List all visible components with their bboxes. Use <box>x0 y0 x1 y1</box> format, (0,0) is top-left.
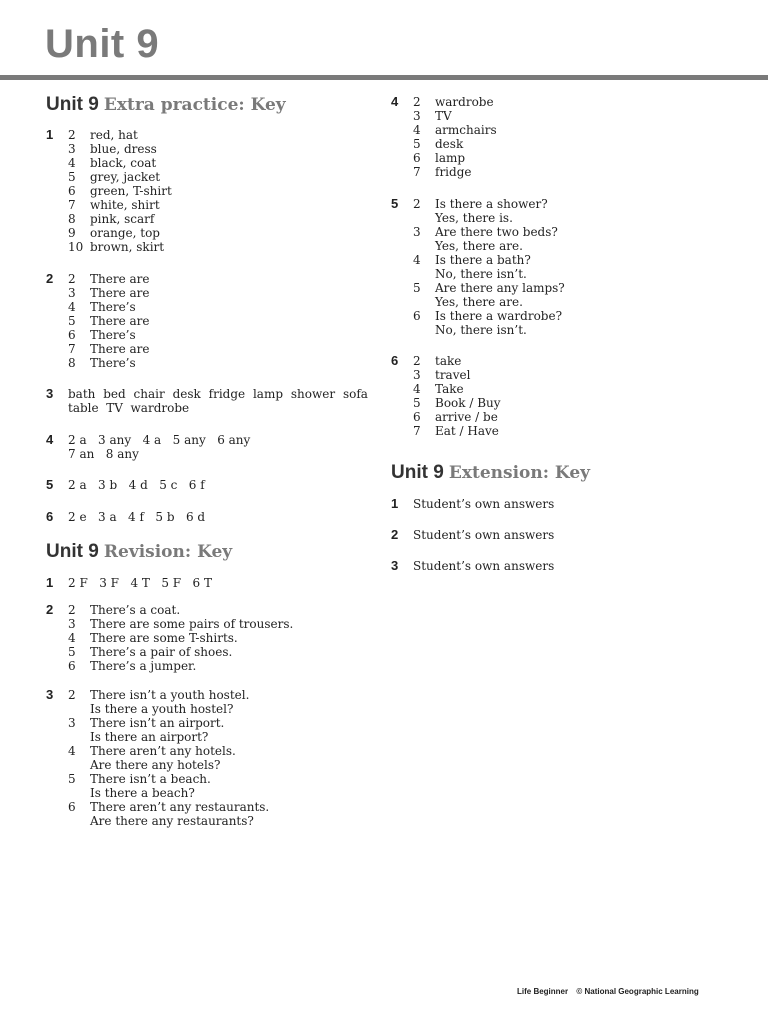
answer-row <box>68 758 368 772</box>
word: bed <box>103 387 126 401</box>
item-answer: travel <box>435 368 471 382</box>
word: lamp <box>252 387 284 401</box>
book-title: Life Beginner <box>517 987 569 996</box>
item-number: 4 <box>413 382 421 396</box>
item-number: 4 <box>68 300 76 314</box>
word: bath <box>68 387 96 401</box>
item-number: 3 <box>413 225 421 239</box>
item-answer: Is there a bath? <box>435 253 531 267</box>
answer-line: 2 a 3 b 4 d 5 c 6 f <box>68 478 205 492</box>
answer-row <box>413 295 721 309</box>
answer-row <box>413 323 721 337</box>
item-number: 3 <box>68 716 76 730</box>
item-number: 2 <box>68 603 76 617</box>
item-number: 9 <box>68 226 76 240</box>
item-answer: Yes, there are. <box>435 239 523 253</box>
item-number: 2 <box>413 95 421 109</box>
answer-row <box>413 165 721 179</box>
answer-row <box>68 730 368 744</box>
answer-row <box>413 267 721 281</box>
answer-line: Student’s own answers <box>413 528 555 542</box>
answer-row <box>413 382 721 396</box>
item-answer: Yes, there are. <box>435 295 523 309</box>
item-number: 4 <box>68 156 76 170</box>
item-answer: There’s <box>90 300 136 314</box>
item-number: 7 <box>413 165 421 179</box>
answer-row <box>68 786 368 800</box>
item-number: 6 <box>413 309 421 323</box>
item-answer: take <box>435 354 462 368</box>
answer-block <box>68 510 368 524</box>
answer-block <box>68 478 368 492</box>
answer-row <box>68 814 368 828</box>
answer-list <box>413 95 721 179</box>
answer-row <box>413 137 721 151</box>
item-answer: There are <box>90 342 150 356</box>
answer-row <box>68 272 368 286</box>
answer-block <box>68 387 368 415</box>
answer-row <box>68 184 368 198</box>
answer-row <box>68 198 368 212</box>
answer-list <box>413 354 721 438</box>
item-answer: There’s a pair of shoes. <box>90 645 233 659</box>
item-answer: white, shirt <box>90 198 160 212</box>
item-number: 5 <box>68 314 76 328</box>
item-answer: grey, jacket <box>90 170 161 184</box>
answer-line: 2 e 3 a 4 f 5 b 6 d <box>68 510 206 524</box>
heading-key: Extension: Key <box>448 463 591 483</box>
item-number: 5 <box>413 396 421 410</box>
item-answer: orange, top <box>90 226 160 240</box>
word: chair <box>133 387 165 401</box>
item-answer: No, there isn’t. <box>435 323 527 337</box>
item-answer: There are <box>90 314 150 328</box>
exercise-number: 4 <box>46 432 54 447</box>
item-number: 6 <box>413 151 421 165</box>
revision-heading <box>46 541 232 563</box>
extra-practice-heading <box>46 94 286 116</box>
footer <box>517 987 699 996</box>
item-answer: Eat / Have <box>435 424 499 438</box>
answer-row <box>68 659 368 673</box>
answer-row <box>413 396 721 410</box>
answer-line: Student’s own answers <box>413 559 555 573</box>
exercise-number: 2 <box>46 602 54 617</box>
exercise-number: 6 <box>46 509 54 524</box>
answer-line: 7 an 8 any <box>68 447 139 461</box>
answer-row <box>413 281 721 295</box>
answer-row <box>68 356 368 370</box>
item-number: 6 <box>68 184 76 198</box>
item-answer: Is there a shower? <box>435 197 548 211</box>
answer-row <box>68 702 368 716</box>
item-answer: There’s <box>90 328 136 342</box>
answer-row <box>68 800 368 814</box>
answer-row <box>413 197 721 211</box>
item-answer: Are there any restaurants? <box>90 814 254 828</box>
answer-row <box>413 123 721 137</box>
word: shower <box>290 387 336 401</box>
item-answer: armchairs <box>435 123 497 137</box>
exercise-number: 2 <box>46 271 54 286</box>
exercise-number: 3 <box>391 558 399 573</box>
item-number: 6 <box>68 659 76 673</box>
item-number: 4 <box>413 253 421 267</box>
item-answer: Are there any lamps? <box>435 281 565 295</box>
answer-row <box>413 410 721 424</box>
item-answer: There’s <box>90 356 136 370</box>
item-answer: black, coat <box>90 156 157 170</box>
answer-row <box>68 772 368 786</box>
answer-row <box>413 368 721 382</box>
page-title: Unit 9 <box>45 22 160 66</box>
item-number: 7 <box>413 424 421 438</box>
item-answer: TV <box>435 109 452 123</box>
heading-key: Revision: Key <box>103 542 233 562</box>
answer-row <box>68 744 368 758</box>
item-number: 2 <box>68 272 76 286</box>
item-answer: Take <box>435 382 464 396</box>
word: desk <box>172 387 201 401</box>
item-answer: Is there a wardrobe? <box>435 309 563 323</box>
answer-row <box>68 170 368 184</box>
answer-row <box>413 109 721 123</box>
answer-row <box>68 688 368 702</box>
copyright: © National Geographic Learning <box>576 987 699 996</box>
item-answer: blue, dress <box>90 142 157 156</box>
exercise-number: 1 <box>46 575 54 590</box>
item-number: 10 <box>68 240 84 254</box>
heading-key: Extra practice: Key <box>103 95 286 115</box>
exercise-number: 5 <box>391 196 399 211</box>
word: fridge <box>208 387 246 401</box>
item-answer: Yes, there is. <box>435 211 513 225</box>
item-answer: brown, skirt <box>90 240 165 254</box>
answer-row <box>68 342 368 356</box>
answer-list <box>413 197 721 337</box>
item-number: 8 <box>68 212 76 226</box>
answer-row <box>68 328 368 342</box>
item-answer: There are <box>90 272 150 286</box>
answer-row <box>413 424 721 438</box>
item-number: 3 <box>68 142 76 156</box>
item-answer: There isn’t a beach. <box>90 772 211 786</box>
item-answer: Book / Buy <box>435 396 501 410</box>
answer-row <box>413 253 721 267</box>
item-number: 5 <box>68 772 76 786</box>
answer-row <box>413 95 721 109</box>
item-number: 4 <box>68 744 76 758</box>
answer-line: 2 a 3 any 4 a 5 any 6 any <box>68 433 251 447</box>
answer-row <box>68 240 368 254</box>
exercise-number: 1 <box>46 127 54 142</box>
item-answer: red, hat <box>90 128 138 142</box>
item-number: 5 <box>68 645 76 659</box>
item-answer: There’s a jumper. <box>90 659 197 673</box>
answer-line: 2 F 3 F 4 T 5 F 6 T <box>68 576 213 590</box>
item-number: 2 <box>413 197 421 211</box>
exercise-number: 1 <box>391 496 399 511</box>
answer-row <box>413 309 721 323</box>
item-answer: There aren’t any hotels. <box>90 744 236 758</box>
answer-row <box>68 286 368 300</box>
answer-row <box>413 354 721 368</box>
answer-row <box>413 211 721 225</box>
item-answer: wardrobe <box>435 95 494 109</box>
item-answer: There are some T-shirts. <box>90 631 238 645</box>
item-answer: fridge <box>435 165 472 179</box>
item-answer: There isn’t an airport. <box>90 716 225 730</box>
item-number: 6 <box>68 328 76 342</box>
item-number: 3 <box>413 109 421 123</box>
item-number: 7 <box>68 198 76 212</box>
answer-line: Student’s own answers <box>413 497 555 511</box>
item-number: 3 <box>68 286 76 300</box>
answer-row <box>68 300 368 314</box>
item-answer: There aren’t any restaurants. <box>90 800 270 814</box>
item-number: 5 <box>413 137 421 151</box>
item-number: 7 <box>68 342 76 356</box>
item-answer: lamp <box>435 151 466 165</box>
item-answer: green, T-shirt <box>90 184 172 198</box>
answer-row <box>68 142 368 156</box>
answer-list <box>68 128 368 254</box>
exercise-number: 2 <box>391 527 399 542</box>
item-answer: No, there isn’t. <box>435 267 527 281</box>
item-answer: Are there any hotels? <box>90 758 221 772</box>
extension-heading <box>391 462 590 484</box>
item-number: 3 <box>68 617 76 631</box>
item-number: 2 <box>68 688 76 702</box>
answer-row <box>68 631 368 645</box>
answer-row <box>68 716 368 730</box>
heading-unit: Unit 9 <box>46 541 99 562</box>
item-number: 3 <box>413 368 421 382</box>
item-answer: arrive / be <box>435 410 498 424</box>
answer-row <box>68 314 368 328</box>
answer-row <box>68 617 368 631</box>
exercise-number: 4 <box>391 94 399 109</box>
title-rule <box>0 75 768 80</box>
item-answer: Is there an airport? <box>90 730 209 744</box>
item-answer: desk <box>435 137 464 151</box>
item-number: 8 <box>68 356 76 370</box>
answer-row <box>413 151 721 165</box>
answer-list <box>68 603 368 673</box>
heading-unit: Unit 9 <box>391 462 444 483</box>
word-line <box>68 387 368 401</box>
item-number: 6 <box>68 800 76 814</box>
item-number: 2 <box>413 354 421 368</box>
item-answer: There are some pairs of trousers. <box>90 617 294 631</box>
heading-unit: Unit 9 <box>46 94 99 115</box>
answer-list <box>68 272 368 370</box>
answer-row <box>68 603 368 617</box>
item-number: 5 <box>68 170 76 184</box>
exercise-number: 5 <box>46 477 54 492</box>
item-answer: Are there two beds? <box>435 225 558 239</box>
item-number: 6 <box>413 410 421 424</box>
word-line: table TV wardrobe <box>68 401 190 415</box>
item-answer: There’s a coat. <box>90 603 181 617</box>
answer-row <box>68 212 368 226</box>
item-answer: pink, scarf <box>90 212 155 226</box>
answer-row <box>68 645 368 659</box>
word: sofa <box>342 387 368 401</box>
item-answer: Is there a beach? <box>90 786 195 800</box>
answer-block <box>68 576 368 590</box>
exercise-number: 3 <box>46 386 54 401</box>
answer-row <box>413 225 721 239</box>
item-answer: Is there a youth hostel? <box>90 702 234 716</box>
answer-list <box>68 688 368 828</box>
answer-row <box>68 128 368 142</box>
exercise-number: 3 <box>46 687 54 702</box>
item-number: 4 <box>413 123 421 137</box>
item-answer: There isn’t a youth hostel. <box>90 688 250 702</box>
answer-row <box>68 156 368 170</box>
item-number: 5 <box>413 281 421 295</box>
item-number: 2 <box>68 128 76 142</box>
answer-block <box>68 433 368 461</box>
answer-row <box>68 226 368 240</box>
item-answer: There are <box>90 286 150 300</box>
answer-row <box>413 239 721 253</box>
item-number: 4 <box>68 631 76 645</box>
exercise-number: 6 <box>391 353 399 368</box>
